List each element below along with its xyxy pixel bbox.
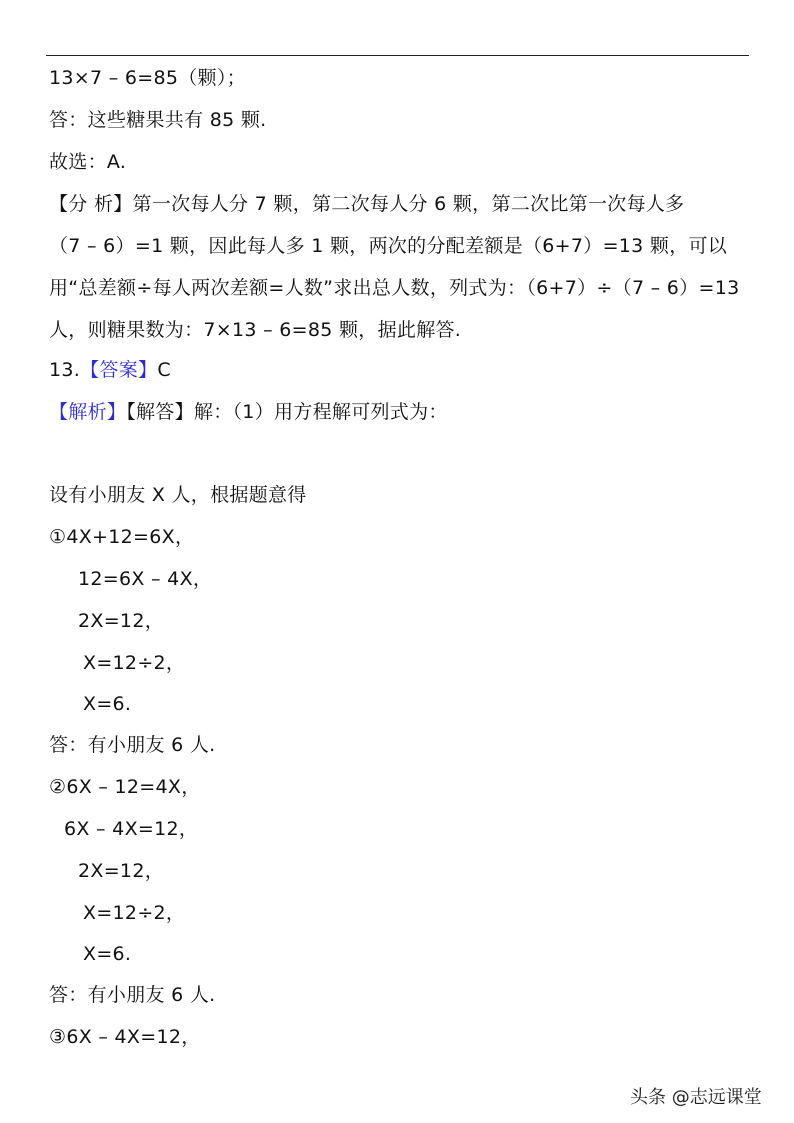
method2-step3: 2X=12， <box>78 860 165 882</box>
method1-answer: 答：有小朋友 6 人. <box>49 734 216 756</box>
analysis-line-3: 用“总差额÷每人两次差额=人数”求出总人数，列式为：（6+7）÷（7 – 6）=13 <box>49 277 740 299</box>
watermark: 头条 @志远课堂 <box>630 1087 762 1108</box>
method1-step3: 2X=12， <box>78 610 165 632</box>
question-13-answer <box>49 358 171 382</box>
analysis-line-1: 【分 析】第一次每人分 7 颗，第二次每人分 6 颗，第二次比第一次每人多 <box>49 193 685 215</box>
method2-step2: 6X – 4X=12， <box>64 818 199 840</box>
method2-step5: X=6. <box>83 943 132 965</box>
method2-step1: ②6X – 12=4X， <box>49 776 201 798</box>
header-rule <box>46 55 749 56</box>
method1-step1: ①4X+12=6X， <box>49 526 195 548</box>
setup-line: 设有小朋友 X 人，根据题意得 <box>49 484 307 506</box>
method1-step4: X=12÷2， <box>83 652 186 674</box>
method1-step2: 12=6X – 4X， <box>78 568 213 590</box>
answer-value: C <box>157 359 171 381</box>
method3-step1: ③6X – 4X=12， <box>49 1026 201 1048</box>
method1-step5: X=6. <box>83 693 132 715</box>
solution-intro: 【解答】解：（1）用方程解可列式为： <box>126 401 448 423</box>
answer-tag: 【答案】 <box>80 359 158 381</box>
method2-step4: X=12÷2， <box>83 902 186 924</box>
analysis-line-2: （7 – 6）=1 颗，因此每人多 1 颗，两次的分配差额是（6+7）=13 颗，可以 <box>49 235 728 257</box>
analysis-tag: 【解析】 <box>49 401 127 423</box>
equation-line: 13×7 – 6=85（颗）； <box>49 67 246 89</box>
analysis-line-4: 人，则糖果数为：7×13 – 6=85 颗，据此解答. <box>49 319 462 341</box>
method2-answer: 答：有小朋友 6 人. <box>49 984 216 1006</box>
solution-header <box>49 400 448 424</box>
question-number: 13. <box>49 359 81 381</box>
answer-line: 答：这些糖果共有 85 颗. <box>49 109 267 131</box>
choice-line: 故选：A. <box>49 151 127 173</box>
